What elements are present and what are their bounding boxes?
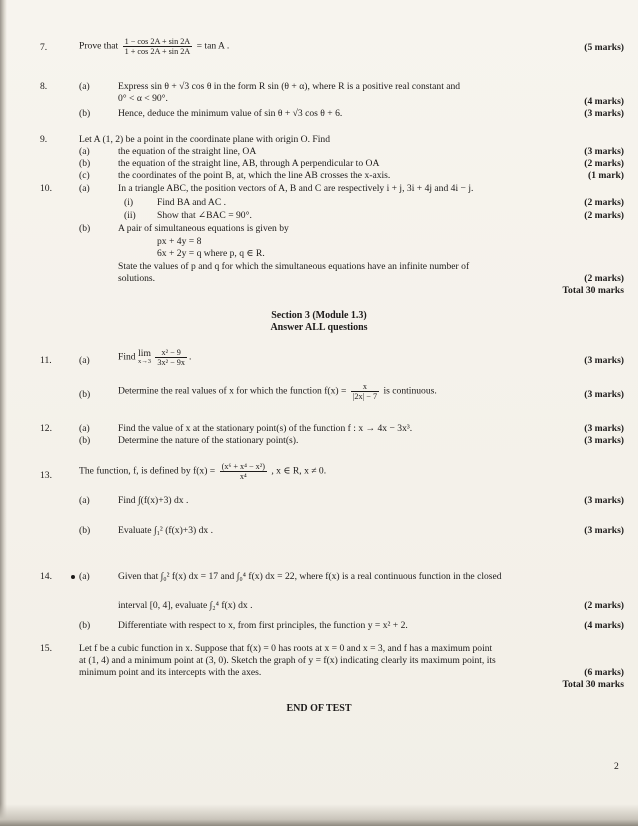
q11b-denominator: |2x| − 7 [352,392,378,401]
q8-number: 8. [40,81,48,92]
q12a-marks: (3 marks) [584,423,624,434]
q14a-marks: (2 marks) [584,600,624,611]
q7-denominator: 1 + cos 2A + sin 2A [124,47,191,56]
q12b-label: (b) [79,435,91,446]
q11-number: 11. [40,355,52,366]
q9b-text: the equation of the straight line, AB, through A perpendicular to OA [118,158,380,169]
q13-fraction [220,462,267,481]
q12a-text: Find the value of x at the stationary point(s) of the function f : x → 4x − 3x³. [118,423,413,434]
q10a-label: (a) [79,183,90,194]
q11a-label: (a) [79,355,90,366]
q15-number: 15. [40,643,52,654]
section-subtitle: Answer ALL questions [270,322,368,333]
q11a-marks: (3 marks) [584,355,624,366]
q12b-text: Determine the nature of the stationary point(s). [118,435,299,446]
q10b-text: A pair of simultaneous equations is given by [118,223,289,234]
q8a-marks: (4 marks) [584,96,624,107]
q14b-text: Differentiate with respect to x, from first principles, the function y = x² + 2. [118,620,408,631]
q9-intro: Let A (1, 2) be a point in the coordinate plane with origin O. Find [79,134,330,145]
q14-number: 14. [40,571,52,582]
q14b-marks: (4 marks) [584,620,624,631]
q15-marks: (6 marks) [584,667,624,678]
q7-rhs: = tan A . [196,40,230,52]
q13-numerator: (x⁶ + x⁴ − x²) [221,462,265,471]
q12b-marks: (3 marks) [584,435,624,446]
q11a-fraction [155,348,187,367]
q8a-text: Express sin θ + √3 cos θ in the form R sin (θ + α), where R is a positive real constant and [118,81,461,92]
q15-line1: Let f be a cubic function in x. Suppose that f(x) = 0 has roots at x = 0 and x = 3, and f has a maximum point [79,643,493,654]
q12-number: 12. [40,423,52,434]
q8b-text: Hence, deduce the minimum value of sin θ + √3 cos θ + 6. [118,108,343,119]
q10-number: 10. [40,183,52,194]
q9c-label: (c) [79,170,90,181]
q11a-limit [138,347,152,366]
q10b-state1: State the values of p and q for which the simultaneous equations have an infinite number of [118,261,470,272]
q13-intro [79,462,326,481]
q10-total: Total 30 marks [562,285,624,296]
q11b-marks: (3 marks) [584,389,624,400]
q8b-label: (b) [79,108,91,119]
q13b-text: Evaluate ∫₁² (f(x)+3) dx . [118,525,213,536]
q11a-lim-sub: x→3 [138,357,152,365]
q9-number: 9. [40,134,48,145]
q13a-label: (a) [79,495,90,506]
q15-total: Total 30 marks [562,679,624,690]
q7-fraction [123,37,193,56]
q8a-label: (a) [79,81,90,92]
q13-tail: , x ∈ R, x ≠ 0. [271,465,327,477]
bullet-dot [71,575,75,579]
q11a-lim: lim [138,347,151,359]
q13a-marks: (3 marks) [584,495,624,506]
q9a-text: the equation of the straight line, OA [118,146,257,157]
page-number: 2 [614,761,619,772]
q9b-label: (b) [79,158,91,169]
q10ai-label: (i) [124,197,134,208]
q13b-marks: (3 marks) [584,525,624,536]
q15-line3: minimum point and its intercepts with the axes. [79,667,262,678]
q10b-state2: solutions. [118,273,156,284]
q9a-marks: (3 marks) [584,146,624,157]
q13-intro-text: The function, f, is defined by f(x) = [79,465,216,477]
q11a-find: Find [118,351,136,363]
q13a-text: Find ∫(f(x)+3) dx . [118,495,189,506]
q9c-text: the coordinates of the point B, at, which the line AB crosses the x-axis. [118,170,391,181]
q11b-numerator: x [351,382,379,392]
q10aii-label: (ii) [124,210,136,221]
q11b-text [118,382,437,401]
q10b-eq1: px + 4y = 8 [157,236,202,247]
q15-line2: at (1, 4) and a minimum point at (3, 0). Sketch the graph of y = f(x) indicating clearly its maximum point, its [79,655,496,666]
q7-marks: (5 marks) [584,42,624,53]
q8b-marks: (3 marks) [584,108,624,119]
q10b-marks: (2 marks) [584,273,624,284]
q12a-label: (a) [79,423,90,434]
q7-prove: Prove that [79,40,119,52]
scan-edge-bottom [0,804,638,826]
q11a-denominator: 3x² − 9x [157,358,185,367]
q14b-label: (b) [79,620,91,631]
q14a-text: Given that ∫₀² f(x) dx = 17 and ∫₀⁴ f(x) dx = 22, where f(x) is a real continuous function in the closed [118,571,502,582]
q11b-fraction [351,382,379,401]
q7-number: 7. [40,42,48,53]
q10aii-marks: (2 marks) [584,210,624,221]
q13-number: 13. [40,470,52,481]
q14a-text2: interval [0, 4], evaluate ∫₂⁴ f(x) dx . [118,600,253,611]
q10aii-text: Show that ∠BAC = 90°. [157,210,252,221]
q10b-eq2: 6x + 2y = q where p, q ∈ R. [157,248,265,259]
q11a-numerator: x² − 9 [155,348,187,358]
q9b-marks: (2 marks) [584,158,624,169]
q8a-text2: 0° < α < 90°. [118,93,168,104]
q11b-text2: is continuous. [383,385,437,397]
section-title: Section 3 (Module 1.3) [271,310,367,321]
q13-denominator: x⁴ [239,472,247,481]
q10a-text: In a triangle ABC, the position vectors of A, B and C are respectively i + j, 3i + 4j and 4i − j. [118,183,474,194]
q14a-label: (a) [79,571,90,582]
q7-numerator: 1 − cos 2A + sin 2A [124,37,191,46]
q11b-text1: Determine the real values of x for which the function f(x) = [118,385,347,397]
q10ai-text: Find BA and AC . [157,197,227,208]
q10b-label: (b) [79,223,91,234]
q10ai-marks: (2 marks) [584,197,624,208]
end-of-test: END OF TEST [286,703,352,714]
q13b-label: (b) [79,525,91,536]
q11b-label: (b) [79,389,91,400]
q7-text [79,37,229,56]
q11a-text: Find lim x→3 $\frac{\text{x² − 9}}{\text{3x² − 9x}}$ . [118,347,192,367]
q9c-marks: (1 mark) [588,170,624,181]
q9a-label: (a) [79,146,90,157]
